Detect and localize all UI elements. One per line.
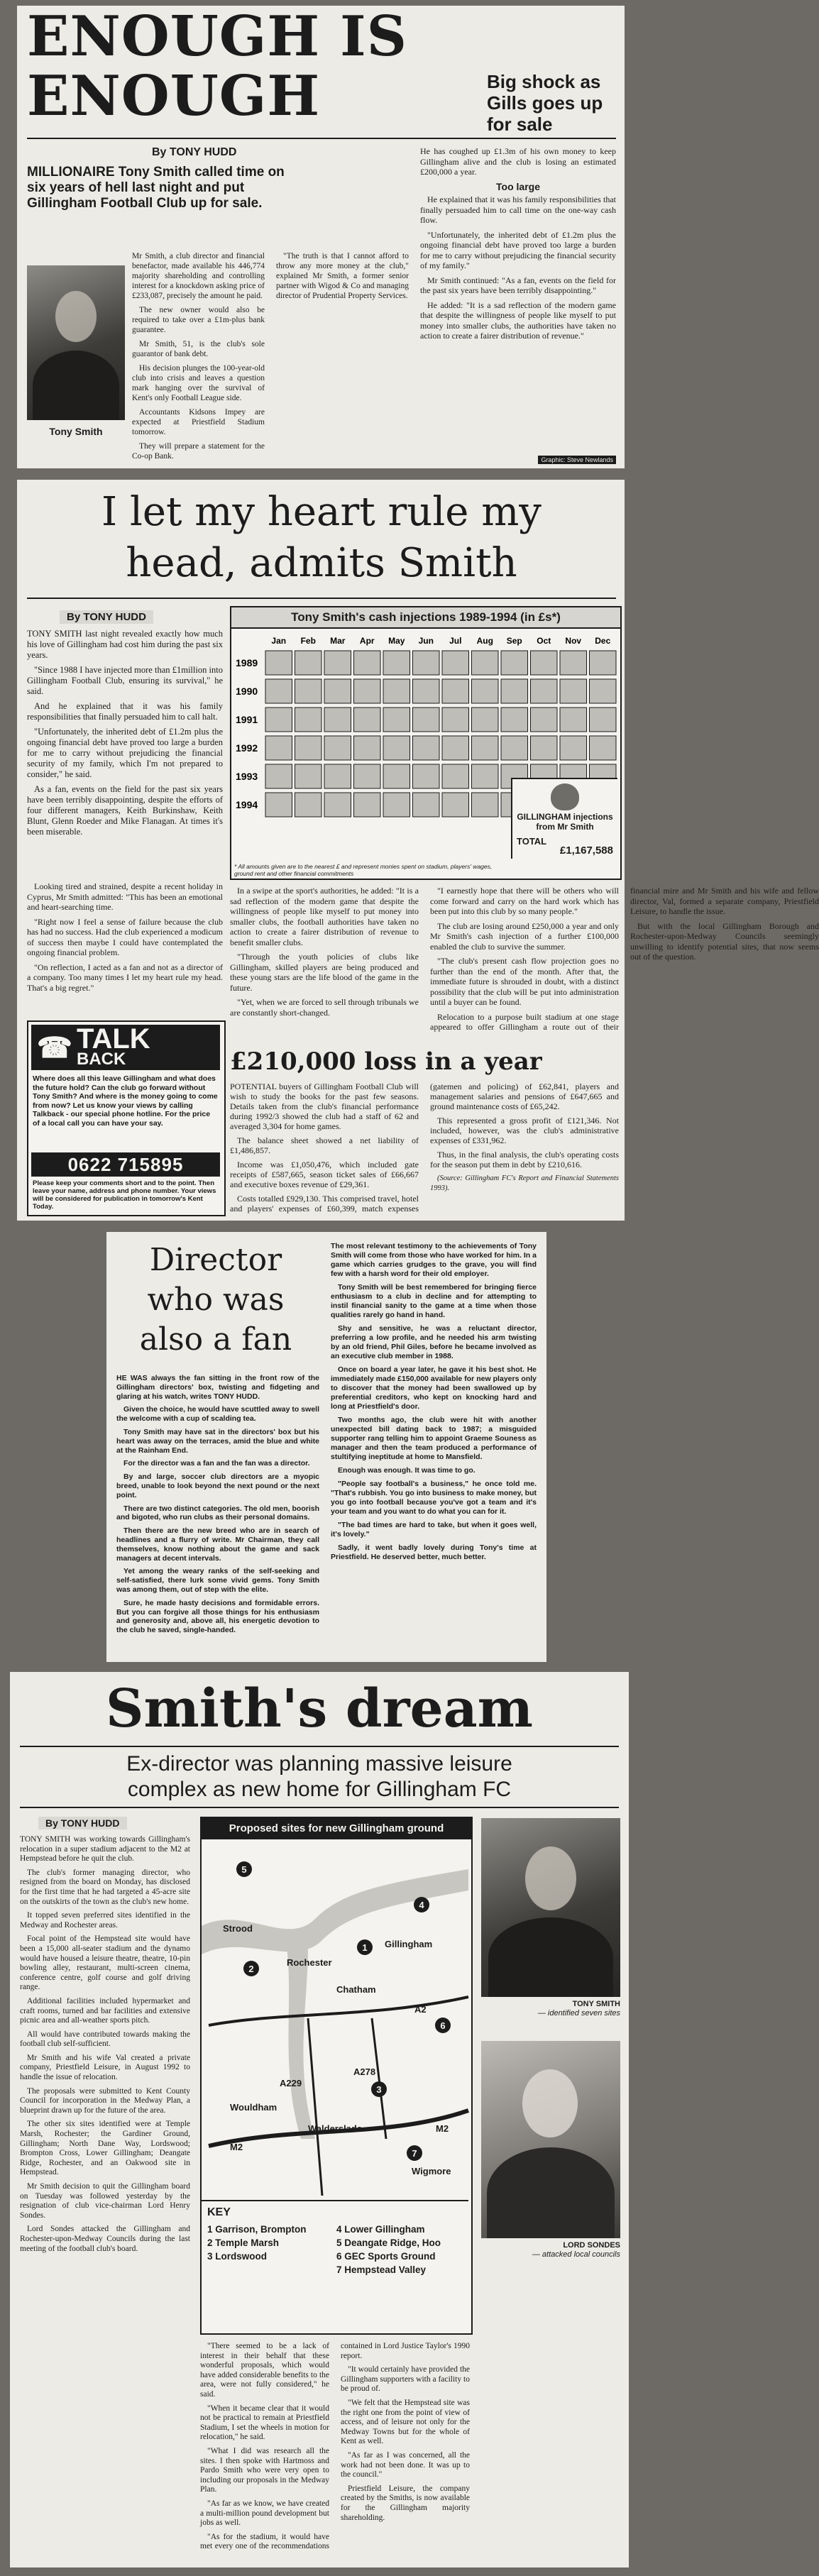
grid-cell (413, 736, 440, 760)
key-item: 6 GEC Sports Ground (336, 2251, 436, 2262)
grid-cell (324, 679, 351, 703)
grid-cell (265, 651, 292, 675)
year-label: 1993 (236, 771, 258, 782)
body-columns-1 (132, 251, 409, 464)
paragraph: By and large, soccer club directors are a myopic breed, unable to look beyond the next pound or the next point. (116, 1473, 319, 1499)
divider (27, 138, 616, 139)
map-label: Rochester (287, 1957, 332, 1968)
paragraph: Accountants Kidsons Impey are expected at Priestfield Stadium tomorrow. (132, 408, 265, 436)
article-smiths-dream (10, 1672, 629, 2567)
paragraph: He has coughed up £1.3m of his own money to keep Gillingham alive and the club is losing an estimated £200,000 a year. (420, 146, 616, 177)
face-shape (522, 2069, 578, 2137)
site-number: 2 (248, 1964, 254, 1974)
paragraph: "We felt that the Hempstead site was the right one from the point of view of access, and of leisure not only for the Medway Towns but for the whole of Kent as well. (341, 2398, 470, 2446)
month-label: Jan (271, 636, 287, 646)
map-label: Walderslade (308, 2123, 363, 2134)
year-label: 1989 (236, 657, 258, 668)
paragraph: Shy and sensitive, he was a reluctant director, preferring a low profile, and he needed his arm twisting by an old friend, Phil Giles, before he became involved as an executive club member in 1988. (331, 1324, 537, 1360)
headline-line-1: Director (149, 1242, 282, 1278)
left-column (27, 629, 223, 877)
paragraph: Focal point of the Hempstead site would have been a 15,000 all-seater stadium and the dynamo would have housed a leisure theatre, theatre, 10-pin bowling alley, restaurant, multi-screen cinema, conference centre, golf course and golf driving range. (20, 1934, 190, 1992)
paragraph: "When it became clear that it would not be practical to remain at Priestfield Stadium, I set the wheels in motion for relocation," he said. (200, 2404, 329, 2442)
grid-cell (295, 736, 322, 760)
paragraph: Mr Smith decision to quit the Gillingham board on Tuesday was followed yesterday by the resignation of club vice-chairman Lord Henry Sondes. (20, 2182, 190, 2220)
paragraph: Thus, in the final analysis, the club's operating costs for the season put them in debt by £210,616. (430, 1150, 619, 1169)
year-label: 1992 (236, 742, 258, 754)
month-label: Feb (300, 636, 316, 646)
talkback-logo (31, 1025, 220, 1070)
paragraph: HE WAS always the fan sitting in the front row of the Gillingham directors' box, twisting and fidgeting and glaring at his watch, writes TONY HUDD. (116, 1374, 319, 1401)
paragraph: Sadly, it went badly lovely during Tony's time at Priestfield. He deserved better, much better. (331, 1543, 537, 1561)
photo-caption: Tony Smith (49, 426, 103, 437)
paragraph: In a swipe at the sport's authorities, he added: "It is a sad reflection of the modern game that despite the willingness of people like myself to put money into smaller clubs, the football authorities have taken no action to create a fairer distribution of revenue to benefit smaller clubs. (230, 886, 419, 947)
grid-cell (442, 793, 469, 817)
grid-cell (383, 708, 410, 732)
grid-cell (560, 736, 587, 760)
sites-map (200, 1817, 473, 2335)
paragraph: This represented a gross profit of £121,346. Not included, however, was the club's administrative expenses of £331,962. (430, 1116, 619, 1145)
month-label: Jul (449, 636, 462, 646)
headline-line-3: also a fan (139, 1321, 292, 1358)
talkback-box (27, 1020, 226, 1216)
map-label: A229 (280, 2078, 302, 2088)
grid-cell (324, 736, 351, 760)
grid-cell (354, 708, 381, 732)
face-shape (525, 1846, 576, 1910)
subhead-line-2: complex as new home for Gillingham FC (127, 1778, 512, 1801)
grid-cell (354, 679, 381, 703)
site-number: 7 (412, 2148, 417, 2159)
lord-sondes-photo (481, 2041, 620, 2238)
body-left (116, 1374, 319, 1655)
paragraph: "Unfortunately, the inherited debt of £1.2m plus the ongoing financial debt have proved too large a burden for me to carry without prejudicing the financial security of my family." (420, 229, 616, 270)
site-number: 5 (241, 1864, 247, 1875)
headline (27, 4, 481, 128)
grid-cell (531, 651, 558, 675)
total-value: £1,167,588 (559, 844, 613, 857)
paragraph: The most relevant testimony to the achievements of Tony Smith will come from those who have worked for him. In a game which carries grudges to the grave, you will find few with a harsh word for their old employer. (331, 1242, 537, 1278)
paragraph: "The truth is that I cannot afford to throw any more money at the club," explained Mr Smith, a former senior partner with Wigod & Co and managing director of Prudential Property Services. (276, 252, 409, 300)
paragraph: Mr Smith, 51, is the club's sole guarantor of bank debt. (132, 340, 265, 358)
road-a278 (372, 2018, 386, 2139)
month-label: May (388, 636, 405, 646)
source-note: (Source: Gillingham FC's Report and Financial Statements 1993). (430, 1174, 619, 1192)
headline: Smith's dream (106, 1678, 533, 1739)
paragraph: Lord Sondes attacked the Gillingham and Rochester-upon-Medway Councils during the last meeting of the football club's board. (20, 2225, 190, 2253)
grid-cell (442, 679, 469, 703)
paragraph: Looking tired and strained, despite a recent holiday in Cyprus, Mr Smith admitted: "This has been an emotional and heart-searching time. (27, 881, 223, 912)
grid-cell (472, 764, 499, 788)
grid-cell (590, 651, 617, 675)
year-label: 1991 (236, 714, 258, 725)
paragraph: TONY SMITH was working towards Gillingham's relocation in a super stadium adjacent to the M2 at Hempstead before he quit the club. (20, 1835, 190, 1864)
grid-cell (383, 736, 410, 760)
tony-smith-photo (481, 1818, 620, 1997)
grid-cell (383, 679, 410, 703)
grid-cell (560, 651, 587, 675)
shoulders-shape (33, 351, 119, 420)
grid-cell (442, 651, 469, 675)
grid-cell (442, 764, 469, 788)
paragraph: Given the choice, he would have scuttled away to swell the welcome with a cup of scalding tea. (116, 1405, 319, 1424)
grid-cell (531, 736, 558, 760)
paragraph: Then there are the new breed who are in search of headlines and a flurry of write. Mr Chairman, they call themselves, know nothing about the game and sack managers at decent intervals. (116, 1526, 319, 1563)
grid-cell (383, 793, 410, 817)
paragraph: "The bad times are hard to take, but when it goes well, it's lovely." (331, 1521, 537, 1539)
paragraph: "I earnestly hope that there will be others who will come forward and carry on the hard work which has been put into this club by so many people." (430, 886, 619, 916)
paragraph: "Through the youth policies of clubs like Gillingham, skilled players are being produced and these young stars are the life blood of the game in the future. (230, 952, 419, 993)
month-label: Aug (476, 636, 493, 646)
paragraph: The club's former managing director, who resigned from the board on Monday, has disclosed for the first time that he had targeted a 45-acre site on the outskirts of the town as the club's new home. (20, 1868, 190, 1906)
paragraph: Priestfield Leisure, the company created by the Smiths, is now available for the Gillingham majority shareholding. (341, 2484, 470, 2522)
grid-cell (501, 736, 528, 760)
key-title: KEY (207, 2206, 231, 2218)
body-columns-2 (420, 146, 616, 464)
grid-cell (590, 679, 617, 703)
paragraph: He added: "It is a sad reflection of the modern game that despite the willingness of people like myself to put money into smaller clubs, the authorities have taken no action to create a fairer distribution of revenue." (420, 299, 616, 341)
map-key (202, 2200, 468, 2333)
paragraph: "Unfortunately, the inherited debt of £1.2m plus the ongoing financial debt have proved too large a burden for me to carry without prejudicing the financial security of my family, which I'm not prepared to consider," he said. (27, 727, 223, 779)
map-label: A2 (414, 2004, 427, 2015)
paragraph: The club are losing around £250,000 a year and only Mr Smith's cash injection of a further £100,000 enabled the club to survive the summer. (430, 920, 619, 952)
grid-cell (354, 764, 381, 788)
grid-cell (501, 708, 528, 732)
key-item: 2 Temple Marsh (207, 2238, 280, 2248)
paragraph: Income was £1,050,476, which included gate receipts of £587,665, season ticket sales of £66,667 and executive boxes revenue of £29,361. (230, 1160, 419, 1189)
paragraph: Two months ago, the club were hit with another unexpected bill dating back to 1987; a misguided supporter rang telling him to appoint Graeme Souness as manager and then the team produced a performance of stultifying ineptitude at home to Mansfield. (331, 1416, 537, 1461)
paragraph: POTENTIAL buyers of Gillingham Football Club will wish to study the books for the past few seasons. Details taken from the club's financial performance during 1992/3 showed the club had a staff of 62 and averaged 3,304 for home games. (230, 1081, 419, 1131)
lede: MILLIONAIRE Tony Smith called time on six years of hell last night and put Gillingham Football Club up for sale. (27, 165, 285, 211)
month-label: Dec (595, 636, 611, 646)
divider (20, 1807, 619, 1808)
grid-cell (295, 679, 322, 703)
caption-text: — attacked local councils (532, 2250, 620, 2259)
face-shape (55, 291, 97, 342)
grid-cell (383, 764, 410, 788)
year-label: 1990 (236, 686, 258, 697)
paragraph: Mr Smith and his wife Val created a private company, Priestfield Leisure, in August 1992 to handle the issue of relocation. (20, 2053, 190, 2082)
grid-cell (590, 708, 617, 732)
photo-caption-2 (481, 2241, 620, 2259)
map-label: Strood (223, 1923, 253, 1934)
grid-cell (472, 793, 499, 817)
grid-cell (590, 736, 617, 760)
year-label: 1994 (236, 799, 258, 810)
grid-cell (324, 793, 351, 817)
paragraph: His decision plunges the 100-year-old club into crisis and leaves a question mark hanging over the survival of Kent's only Football League side. (132, 364, 265, 402)
divider (27, 598, 616, 599)
grid-cell (531, 708, 558, 732)
divider (20, 1746, 619, 1747)
paragraph: Mr Smith continued: "As a fan, events on the field for the past six years have been terribly disappointing." (420, 275, 616, 295)
map-label: Wouldham (230, 2102, 277, 2113)
headline (116, 1240, 315, 1360)
headline-line-1: ENOUGH IS (27, 4, 407, 69)
middle-columns (230, 886, 819, 1042)
subhead (20, 1751, 619, 1802)
caption-text: — identified seven sites (537, 2009, 620, 2018)
site-number: 1 (362, 1942, 368, 1953)
paragraph: Tony Smith may have sat in the directors' box but his heart was away on the terraces, amid the blue and white at the Rainham End. (116, 1427, 319, 1455)
paragraph: But with the local Gillingham Borough and Rochester-upon-Medway Councils seemingly unwilling to identify potential sites, that now seems out of the question. (630, 920, 819, 962)
grid-cell (472, 708, 499, 732)
grid-cell (354, 651, 381, 675)
paragraph: Yet among the weary ranks of the self-seeking and self-satisfied, there lurk some vivid gems. Tony Smith was among them, out of step with the elite. (116, 1567, 319, 1594)
road-a229 (308, 2018, 322, 2196)
left-column-lower (27, 881, 223, 1016)
grid-cell (413, 764, 440, 788)
chart-footnote: * All amounts given are to the nearest £ and represent monies spent on stadium, players' wages, ground rent and other financial commitments (234, 863, 493, 877)
paragraph: They will prepare a statement for the Co-op Bank. (132, 442, 265, 461)
grid-cell (501, 679, 528, 703)
paragraph: The balance sheet showed a net liability of £1,486,857. (230, 1135, 419, 1155)
paragraph: "As far as we know, we have created a multi-million pound development but jobs as well. (200, 2499, 329, 2528)
talkback-phone: 0622 715895 (31, 1152, 220, 1177)
paragraph: "People say football's a business," he once told me. "That's rubbish. You go into business to make money, but you go into football because you've got a team and it's your team and you want to do what you can for it. (331, 1480, 537, 1516)
paragraph: "What I did was research all the sites. I then spoke with Hartmoss and Pardo Smith who were very open to including our proposals in the Medway Plan. (200, 2446, 329, 2494)
site-number: 4 (419, 1900, 424, 1910)
grid-cell (560, 708, 587, 732)
grid-cell (295, 764, 322, 788)
paragraph: Sure, he made hasty decisions and formidable errors. But you can forgive all those things for his enthusiasm and generosity and, above all, his energetic devotion to the club he saved, single-handed. (116, 1598, 319, 1635)
paragraph: Tony Smith will be best remembered for bringing fierce enthusiasm to a club in decline and for attempting to instil financial sanity to the game at a time when those qualities rarely go hand in hand. (331, 1283, 537, 1319)
paragraph: Once on board a year later, he gave it his best shot. He immediately made £150,000 available for new players only to discover that the money had been swallowed up by preferential creditors, who kept on knocking hard and long at Priestfield's door. (331, 1365, 537, 1411)
byline: By TONY HUDD (60, 610, 153, 624)
key-item: 3 Lordswood (207, 2251, 267, 2262)
grid-cell (413, 679, 440, 703)
grid-cell (265, 708, 292, 732)
grid-cell (501, 651, 528, 675)
paragraph: He explained that it was his family responsibilities that finally persuaded him to call time on the one-way cash flow. (420, 194, 616, 225)
byline: By TONY HUDD (38, 1817, 127, 1829)
chart-title: Tony Smith's cash injections 1989-1994 (in £s*) (231, 607, 620, 629)
headline-line-2: head, admits Smith (126, 540, 517, 586)
grid-cell (324, 708, 351, 732)
month-label: Mar (330, 636, 346, 646)
month-label: Sep (506, 636, 522, 646)
grid-cell (383, 651, 410, 675)
lower-columns (200, 2342, 470, 2560)
grid-cell (265, 764, 292, 788)
paragraph: "It would certainly have provided the Gillingham supporters with a facility to be proud of. (341, 2365, 470, 2394)
article-heart-rule-head (17, 480, 819, 1221)
site-number: 6 (440, 2020, 446, 2031)
subheading: Too large (496, 180, 540, 192)
tony-smith-photo (27, 265, 125, 420)
paragraph: There are two distinct categories. The old men, boorish and bigoted, who run clubs as their personal domains. (116, 1504, 319, 1522)
map-label: Chatham (336, 1984, 376, 1995)
map-title: Proposed sites for new Gillingham ground (202, 1818, 471, 1839)
paragraph: "As far as I was concerned, all the work had not been done. It was up to the council." (341, 2450, 470, 2479)
grid-cell (413, 793, 440, 817)
key-item: 7 Hempstead Valley (336, 2264, 427, 2275)
inset-label: GILLINGHAM injections from Mr Smith (517, 812, 613, 832)
subhead: Big shock as Gills goes up for sale (487, 71, 603, 135)
paragraph: "The club's present cash flow projection goes no further than the end of the month. After that, the immediate future is shrouded in doubt, with a distinct possibility that the club will be put into administration until a buyer can be found. (430, 956, 619, 1007)
paragraph: "As for the stadium, it would have met every one of the recommendations contained in Lord Justice Taylor's 1990 report. (200, 2342, 470, 2551)
key-right (336, 2223, 467, 2277)
grid-cell (354, 793, 381, 817)
caption-name: LORD SONDES (563, 2241, 620, 2250)
grid-cell (295, 793, 322, 817)
money-bag-icon (551, 783, 579, 810)
body-right (331, 1242, 537, 1655)
paragraph: "Yet, when we are forced to sell through tribunals we are constantly short-changed. (230, 997, 419, 1018)
paragraph: For the director was a fan and the fan was a director. (123, 1459, 310, 1468)
road-a2 (209, 1997, 468, 2025)
paragraph: All would have contributed towards making the football club self-sufficient. (20, 2030, 190, 2049)
grid-cell (324, 651, 351, 675)
paragraph: "There seemed to be a lack of interest in their behalf that these wonderful proposals, which would have added considerable benefits to the area, were not fully considered," he said. (200, 2342, 329, 2399)
month-label: Nov (565, 636, 582, 646)
map-label: M2 (230, 2142, 243, 2152)
grid-cell (295, 708, 322, 732)
map-label: Wigmore (412, 2166, 451, 2176)
grid-cell (472, 736, 499, 760)
subhead-line-1: Ex-director was planning massive leisure (126, 1752, 512, 1776)
paragraph: The proposals were submitted to Kent County Council for incorporation in the Medway Plan, a blueprint drawn up for the future of the area. (20, 2086, 190, 2115)
headline-line-1: I let my heart rule my (101, 489, 542, 535)
key-item: 4 Lower Gillingham (336, 2224, 425, 2235)
key-item: 1 Garrison, Brompton (207, 2224, 307, 2235)
grid-cell (265, 679, 292, 703)
caption-name: TONY SMITH (572, 2000, 620, 2008)
grid-cell (442, 708, 469, 732)
grid-cell (472, 679, 499, 703)
left-column (20, 1835, 190, 2560)
grid-cell (265, 793, 292, 817)
paragraph: It topped seven preferred sites identified in the Medway and Rochester areas. (20, 1911, 190, 1930)
map-label: Gillingham (385, 1939, 433, 1949)
total-label: TOTAL (517, 836, 547, 847)
talkback-text: Where does all this leave Gillingham and what does the future hold? Can the club go forward without Tony Smith? And where is the money going to come from now? Let us know your views by calling Talkback - our special phone hotline. For the price of a local call you can have your say. (33, 1074, 218, 1128)
month-label: Jun (418, 636, 434, 646)
paragraph: TONY SMITH last night revealed exactly how much his love of Gillingham had cost him during the past six years. (27, 629, 223, 660)
map-label: M2 (436, 2123, 449, 2134)
paragraph: And he explained that it was his family responsibilities that finally persuaded him to call halt. (27, 701, 223, 722)
grid-cell (531, 679, 558, 703)
graphic-credit: Graphic: Steve Newlands (538, 456, 616, 464)
paragraph: The new owner would also be required to take over a £1m-plus bank guarantee. (132, 306, 265, 334)
sidebar-columns (230, 1081, 619, 1213)
paragraph: The other six sites identified were at Temple Marsh, Rochester; the Gardiner Ground, Gillingham; North Dane Way, Lordswood; Brompton Cross, Lower Gillingham; Deangate Ridge, Rochester, and an Oakwood site in Hempstead. (20, 2120, 190, 2177)
photo-caption-1 (481, 2000, 620, 2018)
grid-cell (354, 736, 381, 760)
grid-cell (265, 736, 292, 760)
headline (27, 487, 616, 589)
paragraph: Enough was enough. It was time to go. (338, 1466, 476, 1475)
phone-icon: ☎ (37, 1033, 72, 1064)
grid-cell (442, 736, 469, 760)
grid-cell (472, 651, 499, 675)
grid-cell (413, 651, 440, 675)
article-director-fan (106, 1232, 546, 1662)
map-label: A278 (353, 2066, 376, 2077)
talkback-footer: Please keep your comments short and to the point. Then leave your name, address and phone number. Your views will be considered for publication in tomorrow's Kent Today. (33, 1179, 216, 1211)
grid-cell (295, 651, 322, 675)
key-left (207, 2223, 335, 2263)
grid-cell (324, 764, 351, 788)
site-number: 3 (376, 2084, 382, 2095)
cash-injection-chart (230, 606, 622, 880)
month-label: Apr (359, 636, 375, 646)
paragraph: "Right now I feel a sense of failure because the club has had no success. Had the club experienced a modicum of success then maybe I could have contemplated the ongoing financial problem. (27, 916, 223, 957)
headline-line-2: ENOUGH (27, 64, 321, 128)
byline: By TONY HUDD (152, 146, 237, 158)
paragraph: "On reflection, I acted as a fan and not as a director of a company. Too many times I let my heart rule my head. That's a big regret." (27, 962, 223, 993)
key-item: 5 Deangate Ridge, Hoo (336, 2238, 441, 2248)
grid-cell (413, 708, 440, 732)
shoulders-shape (487, 2147, 615, 2238)
headline-line-2: who was (147, 1282, 285, 1318)
paragraph: As a fan, events on the field for the past six years have been terribly disappointing, despite the efforts of four different managers, Keith Burkinshaw, Keith Blunt, Glenn Roeder and Mike Flanagan. At times it's been miserable. (27, 784, 223, 837)
talkback-title-1: TALK (77, 1023, 150, 1055)
paragraph: Costs totalled £929,130. This comprised travel, hotel and players' expenses of £60,399, match expenses (gatemen and policing) of £62,841, players and management salaries and pensions of £647,665 and ground maintenance costs of £65,242. (230, 1081, 619, 1213)
month-label: Oct (537, 636, 551, 646)
paragraph: Mr Smith, a club director and financial benefactor, made available his 446,774 majority shareholding and controlling interest for a knockdown asking price of £233,087, precisely the amount he paid. (132, 252, 265, 300)
paragraph: Additional facilities included hypermarket and craft rooms, turned and bar facilities and extensive picnic area and all-weather sports pitch. (20, 1996, 190, 2025)
shoulders-shape (488, 1917, 613, 1997)
talkback-title-2: BACK (77, 1050, 126, 1069)
paragraph: Relocation to a purpose built stadium at one stage appeared to offer Gillingham a route out of their financial mire and Mr Smith and his wife and fellow director, Val, formed a separate company, Priestfield Leisure, to handle the issue. (430, 886, 819, 1032)
grid-cell (560, 679, 587, 703)
sidebar-headline: £210,000 loss in a year (230, 1047, 542, 1076)
paragraph: "Since 1988 I have injected more than £1million into Gillingham Football Club, ensuring its survival," he said. (27, 665, 223, 696)
article-enough-is-enough (17, 6, 625, 468)
chart-inset (511, 778, 617, 859)
